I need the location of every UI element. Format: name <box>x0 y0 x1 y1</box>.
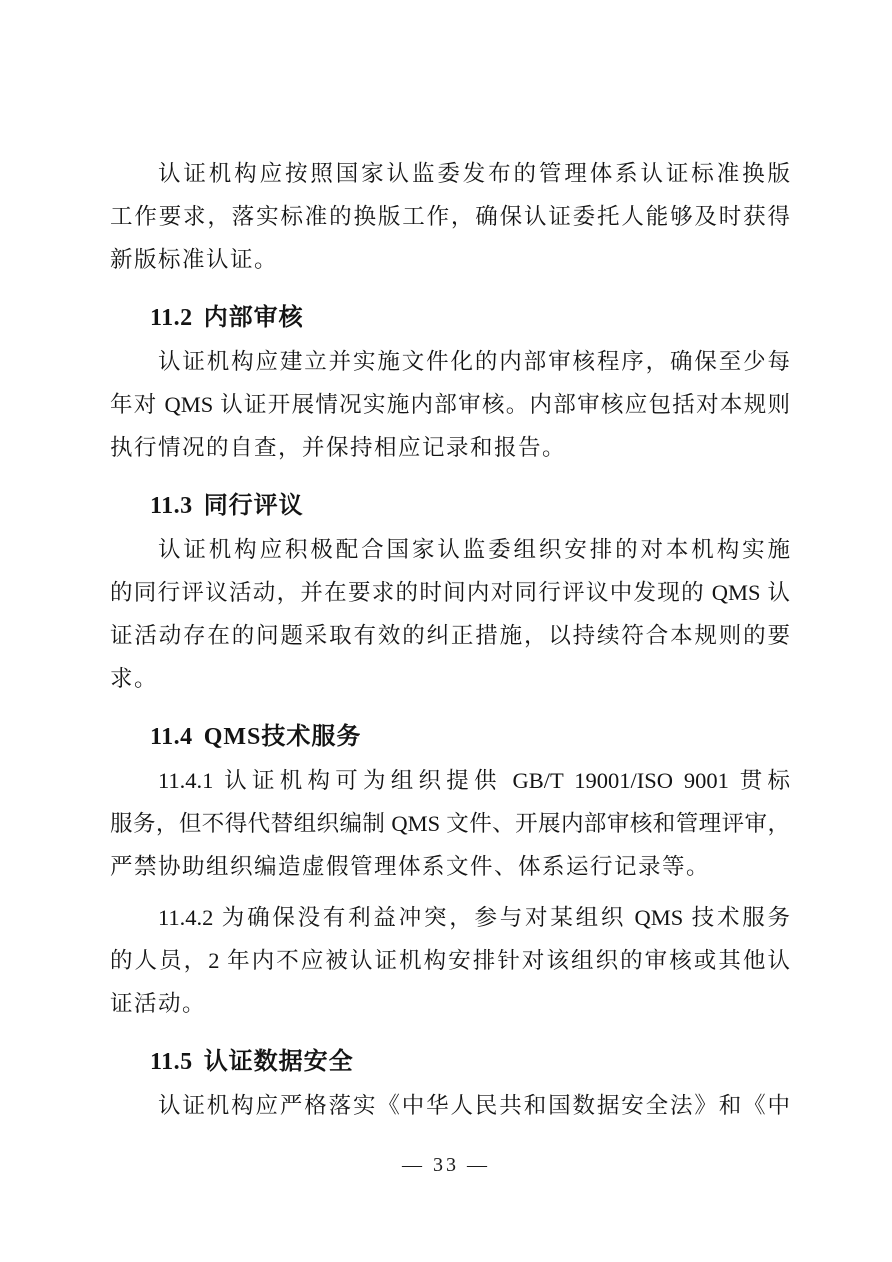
text-line: 的人员，2 年内不应被认证机构安排针对该组织的审核或其他认 <box>110 948 790 973</box>
paragraph <box>110 340 790 469</box>
text-line: 年对 QMS 认证开展情况实施内部审核。内部审核应包括对本规则 <box>110 392 790 417</box>
paragraph <box>110 152 790 281</box>
heading-11-4 <box>110 716 790 759</box>
text-line: 11.4.1 认证机构可为组织提供 GB/T 19001/ISO 9001 贯标 <box>158 768 790 793</box>
heading-11-5 <box>110 1041 790 1084</box>
document-body <box>110 152 790 1127</box>
heading-title: 同行评议 <box>203 493 304 519</box>
heading-title: QMS技术服务 <box>203 724 362 750</box>
paragraph <box>110 1084 790 1127</box>
text-line: 11.4.2 为确保没有利益冲突，参与对某组织 QMS 技术服务 <box>158 905 790 930</box>
paragraph <box>110 759 790 888</box>
page-number: — 33 — <box>402 1154 490 1176</box>
text-line: 工作要求，落实标准的换版工作，确保认证委托人能够及时获得 <box>110 204 790 229</box>
heading-number: 11.5 <box>150 1049 193 1075</box>
text-line: 执行情况的自查，并保持相应记录和报告。 <box>110 435 567 460</box>
text-line: 认证机构应积极配合国家认监委组织安排的对本机构实施 <box>158 537 790 562</box>
heading-title: 内部审核 <box>203 305 304 331</box>
heading-number: 11.4 <box>150 724 193 750</box>
text-line: 证活动。 <box>110 991 207 1016</box>
heading-number: 11.2 <box>150 305 193 331</box>
text-line: 服务，但不得代替组织编制 QMS 文件、开展内部审核和管理评审， <box>110 811 790 836</box>
text-line: 的同行评议活动，并在要求的时间内对同行评议中发现的 QMS 认 <box>110 580 790 605</box>
heading-title: 认证数据安全 <box>203 1049 354 1075</box>
text-line: 严禁协助组织编造虚假管理体系文件、体系运行记录等。 <box>110 854 711 879</box>
text-line: 证活动存在的问题采取有效的纠正措施，以持续符合本规则的要 <box>110 623 790 648</box>
paragraph <box>110 896 790 1025</box>
text-line: 认证机构应按照国家认监委发布的管理体系认证标准换版 <box>158 161 790 186</box>
text-line: 认证机构应建立并实施文件化的内部审核程序，确保至少每 <box>158 349 790 374</box>
heading-number: 11.3 <box>150 493 193 519</box>
text-line: 新版标准认证。 <box>110 247 279 272</box>
text-line: 求。 <box>110 666 159 691</box>
heading-11-2 <box>110 297 790 340</box>
text-line: 认证机构应严格落实《中华人民共和国数据安全法》和《中 <box>158 1093 790 1118</box>
paragraph <box>110 528 790 700</box>
heading-11-3 <box>110 485 790 528</box>
